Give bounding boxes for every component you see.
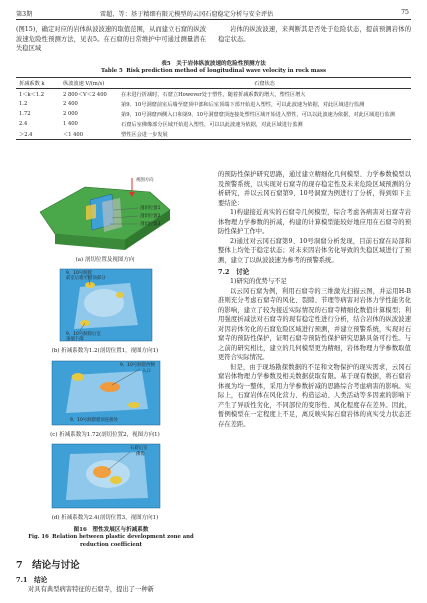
running-title: 雷超，等：基于精细有限元模型的云冈石窟稳定分析与安全评估 xyxy=(100,11,274,18)
section71-text: 对具有典型病害特征的石窟寺，提出了一种新 xyxy=(28,586,154,593)
section7-title: 7 结论与讨论 xyxy=(16,560,80,571)
label-top-bottom: 顶端下部 xyxy=(66,337,84,342)
plastic-zone-c-image xyxy=(30,357,180,429)
label-caves-9-10: 9、10号洞窟 xyxy=(66,271,92,276)
header-rule xyxy=(16,19,411,20)
left-top-paragraph: (图15)，确定对应的岩体纵波波速的取值范围，从而建立石窟的纵波波速危险性预测方法，见表5。在石窟的日常维护中可通过测量潜在失稳区域 xyxy=(16,26,206,52)
label-section-1: 剖切位置1 xyxy=(140,206,161,211)
col-header: 纵波波速 V/(m/s) xyxy=(63,80,105,87)
right-column xyxy=(218,170,411,429)
cell: 1.2 xyxy=(19,100,28,107)
label-section-3: 剖切位置3 xyxy=(140,222,161,227)
cell: 在未进行折减时，石窟立However处于塑性，随着折减系数的增大，塑性区增大 xyxy=(121,91,306,98)
fig16-caption-d: (d) 折减系数为2.4(剖切位置3，视图方向1) xyxy=(51,515,159,521)
fig16-label: Fig. 16 xyxy=(28,534,49,540)
label-rear-chamber-d: 石窟后室 xyxy=(130,446,148,451)
col-header: 石窟状态 xyxy=(254,80,275,87)
cell: 2.4 xyxy=(19,120,28,127)
plastic-zone-d-image xyxy=(30,440,180,512)
section71-title: 7.1 结论 xyxy=(16,576,48,584)
cell: ＜1 400 xyxy=(63,131,84,138)
label-roof-connection: 9、10号洞窟窟顶连接处 xyxy=(70,418,118,423)
cell: 第9、10号洞窟前室后墙至窟顶中部和后室顶端下部开始进入塑性，可以此波速为依据，对此区域进行监测 xyxy=(121,101,365,108)
label-entrance: 入口 xyxy=(142,369,151,374)
fig16-panel-a xyxy=(30,172,180,263)
right-paragraph-3: 2)通过对云冈石窟第9、10号洞窟分析发现，目前石窟在局部和整体上均处于稳定状态；对未来因岩体劣化导致的失稳区域进行了预测，建立了以纵波波速为参考的预警系统。 xyxy=(218,237,411,264)
fig16-caption-a: (a) 剖切位置及视图方向 xyxy=(75,257,135,263)
cell: 2 000 xyxy=(63,110,78,117)
cell: 塑性区会进一步发展 xyxy=(121,131,168,138)
table-row xyxy=(16,109,411,119)
label-front-wall: 前室后墙至窟顶部分 xyxy=(66,276,106,281)
right-paragraph-1: 的预防性保护研究思路，通过建立精细化几何模型、力学参数模型以及预警系统，以实现对石窟寺的现存稳定性及未来危险区域预测的分析研究，并以云冈石窟第9、10号洞窟为例进行了分析，得到如下主要结论： xyxy=(218,171,411,207)
cell: 1 400 xyxy=(63,120,78,127)
fig16-panel-b xyxy=(30,265,180,354)
table-row xyxy=(16,119,411,129)
col-header: 折减系数 k xyxy=(19,80,45,87)
fig16-caption-b: (b) 折减系数为1.2(剖切位置1，视图方向1) xyxy=(51,348,159,354)
cell: ＞2.4 xyxy=(19,131,33,138)
fig16-caption-c: (c) 折减系数为1.72(剖切位置2，视图方向1) xyxy=(50,432,160,438)
cell: 2 400 xyxy=(63,100,78,107)
label-view-direction: 视图方向 xyxy=(136,178,154,183)
right-top-paragraph: 岩体的纵波波速，来判断其是否处于危险状态，提前预测岩体的稳定状态。 xyxy=(218,26,411,43)
cell: 2 800＜V＜2 400 xyxy=(63,91,107,98)
model-section-view-image xyxy=(30,172,180,254)
table-header-row xyxy=(16,78,411,89)
table-row xyxy=(16,129,411,140)
fig16-panel-d xyxy=(30,440,180,521)
cell: 1.72 xyxy=(19,110,31,117)
right-paragraph-4: 1)研究的优势与不足 xyxy=(230,278,287,285)
label-rear-chamber: 9、10号洞窟后室 xyxy=(66,332,101,337)
fig16-caption-en xyxy=(16,534,206,549)
label-section-2: 剖切位置2 xyxy=(140,214,161,219)
page-number: 75 xyxy=(401,9,409,16)
table-row xyxy=(16,89,411,100)
fig16-caption-cn: 图16 塑性发展区与折减系数 xyxy=(73,527,149,533)
right-paragraph-2: 1)构建接近真实的石窟寺几何模型，综合考虑各病害对石窟寺岩体物理力学参数的折减，构建的计算模型能较好地应用在石窟寺的预防性保护工作中。 xyxy=(218,209,411,235)
table5-title-en-text: Risk prediction method of longitudinal wave velocity in rock mass xyxy=(126,68,327,74)
label-buddha: 佛像 xyxy=(136,452,145,457)
table5-label: Table 5 xyxy=(100,68,123,74)
fig16-caption-en-text: Relation between plastic development zone and reduction coefficient xyxy=(52,534,194,548)
table5-title-cn: 表5 关于岩体纵波波速的危险性预测方法 xyxy=(161,61,266,67)
table5 xyxy=(16,77,411,140)
table-row xyxy=(16,99,411,109)
right-paragraph-6: 但是，由于现场勘探数据的不足和文物保护的现实需求，云冈石窟岩体物理力学参数及相关数据获取有限。基于现有数据，将石窟岩体视为均一整体，采用力学参数折减的思路综合考虑病害的影响。实际上，石窟岩体在风化营力、构造运动、人类活动等多因素的影响下产生了异质性劣化，不同部位的变形性、风化程度存在差异。因此，暂例模型在一定程度上不足，离反映实际石窟岩体的真实受力状态还存在差距。 xyxy=(218,363,411,428)
cell: 石窟后室佛像部分区域开始进入塑性，可以以此波速为依据，对此区域进行监测 xyxy=(121,121,303,128)
plastic-zone-b-image xyxy=(30,265,180,345)
section72-title: 7.2 讨论 xyxy=(218,268,250,276)
cell: 第9、10号洞窟西侧入口和第9、10号洞窟窟顶连接处塑性区域开始进入塑性，可以以此波速为依据，对此区域进行监测 xyxy=(121,111,395,118)
right-paragraph-5: 以云冈石窟为例，利用石窟寺的三维激光扫描云图，并运用H-B准则充分考虑石窟寺的风化、裂隙、节理等病害对岩体力学性能劣化的影响，建立了较为接近实际情况的石窟寺精细化数值计算模型；利用强度折减法对石窟寺的现有稳定性进行分析，结合岩体的纵波波速对因岩体劣化的石窟危险区域进行预测，并建立预警系统，实现对石窟寺的预防性保护，证明石窟寺预防性保护研究思路具备可行性。与之前的研究相比，建立的几何模型更为精细，岩体物理力学参数取值更符合实际情况。 xyxy=(218,287,411,361)
fig16-panel-c xyxy=(30,357,180,438)
issue-label: 第3期 xyxy=(16,11,33,18)
table5-title-en xyxy=(16,68,411,74)
cell: 1＜k＜1.2 xyxy=(19,91,45,98)
label-west-entrance: 9、10号洞窟西侧 xyxy=(120,363,155,368)
